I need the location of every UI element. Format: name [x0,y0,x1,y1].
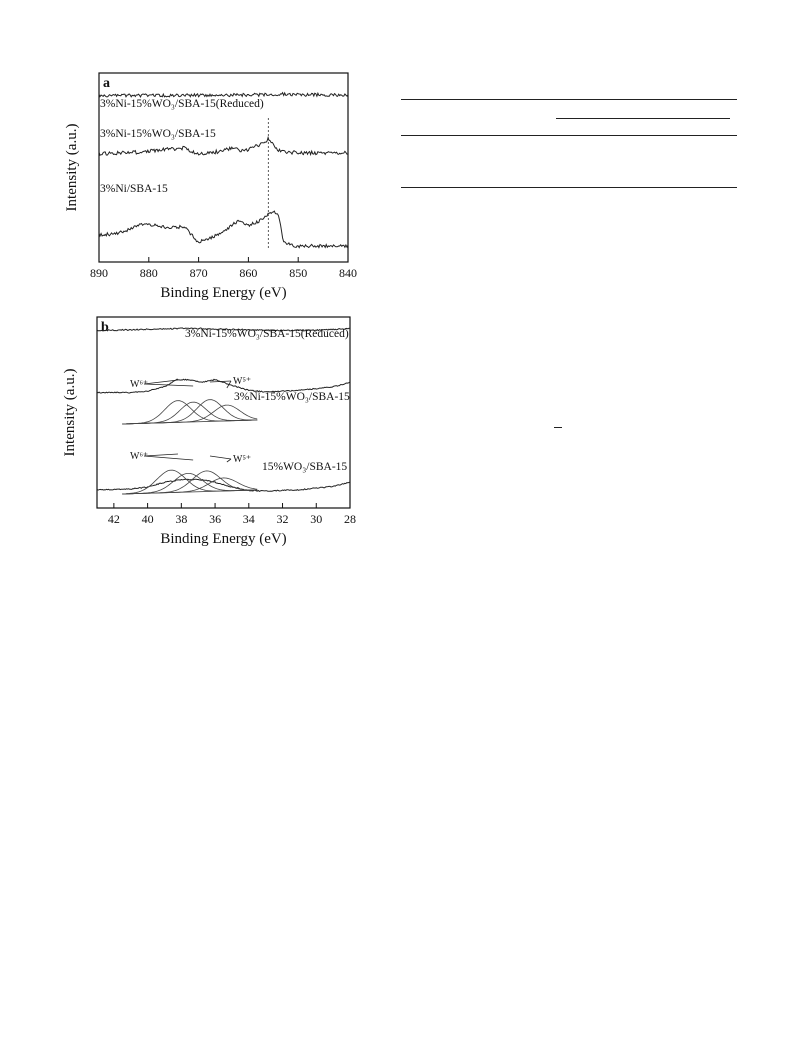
x-tick-label: 38 [175,512,188,526]
annotation-arrow [144,454,178,456]
x-tick-label: 28 [344,512,356,526]
table-subheader-rule [556,118,730,119]
series-label: 3%Ni-15%WO₃/SBA-15(Reduced) [100,98,264,110]
x-tick-label: 32 [276,512,289,526]
table-header-rule [401,135,737,136]
x-axis-label: Binding Energy (eV) [160,285,287,301]
w5-label: W⁵⁺ [233,454,252,465]
series-label: 3%Ni/SBA-15 [100,183,168,195]
table-top-rule [401,99,737,100]
fit-baseline [122,420,257,424]
y-axis-label: Intensity (a.u.) [64,123,80,212]
series-label: 3%Ni-15%WO₃/SBA-15 [234,391,350,403]
x-tick-label: 30 [310,512,323,526]
x-tick-label: 850 [289,266,308,280]
annotation-arrow [210,381,231,382]
w6-label: W⁶⁺ [130,379,149,390]
y-axis-label: Intensity (a.u.) [62,368,78,457]
x-tick-label: 42 [107,512,120,526]
w5-label: W⁵⁺ [233,376,252,387]
x-tick-label: 36 [209,512,222,526]
annotation-arrow [227,459,231,462]
panel-label: b [101,320,109,335]
x-tick-label: 870 [189,266,208,280]
annotation-arrow [210,456,231,459]
x-tick-label: 840 [339,266,357,280]
x-tick-label: 34 [242,512,255,526]
panel-label: a [103,76,110,91]
x-tick-label: 40 [141,512,154,526]
table-bottom-rule [401,187,737,188]
text-mark [554,427,562,428]
series-label: 3%Ni-15%WO₃/SBA-15(Reduced) [185,328,349,340]
x-tick-label: 880 [139,266,158,280]
series-line [99,93,348,97]
panel-b [62,317,356,547]
annotation-arrow [144,456,193,460]
x-axis-label: Binding Energy (eV) [160,531,287,547]
series-label: 3%Ni-15%WO₃/SBA-15 [100,128,216,140]
series-line [99,137,348,155]
x-tick-label: 860 [239,266,258,280]
series-label: 15%WO₃/SBA-15 [262,461,348,473]
w6-label: W⁶⁺ [130,451,149,462]
x-tick-label: 890 [90,266,108,280]
plot-frame [97,317,350,508]
series-line [99,211,348,248]
panel-a [64,73,357,301]
